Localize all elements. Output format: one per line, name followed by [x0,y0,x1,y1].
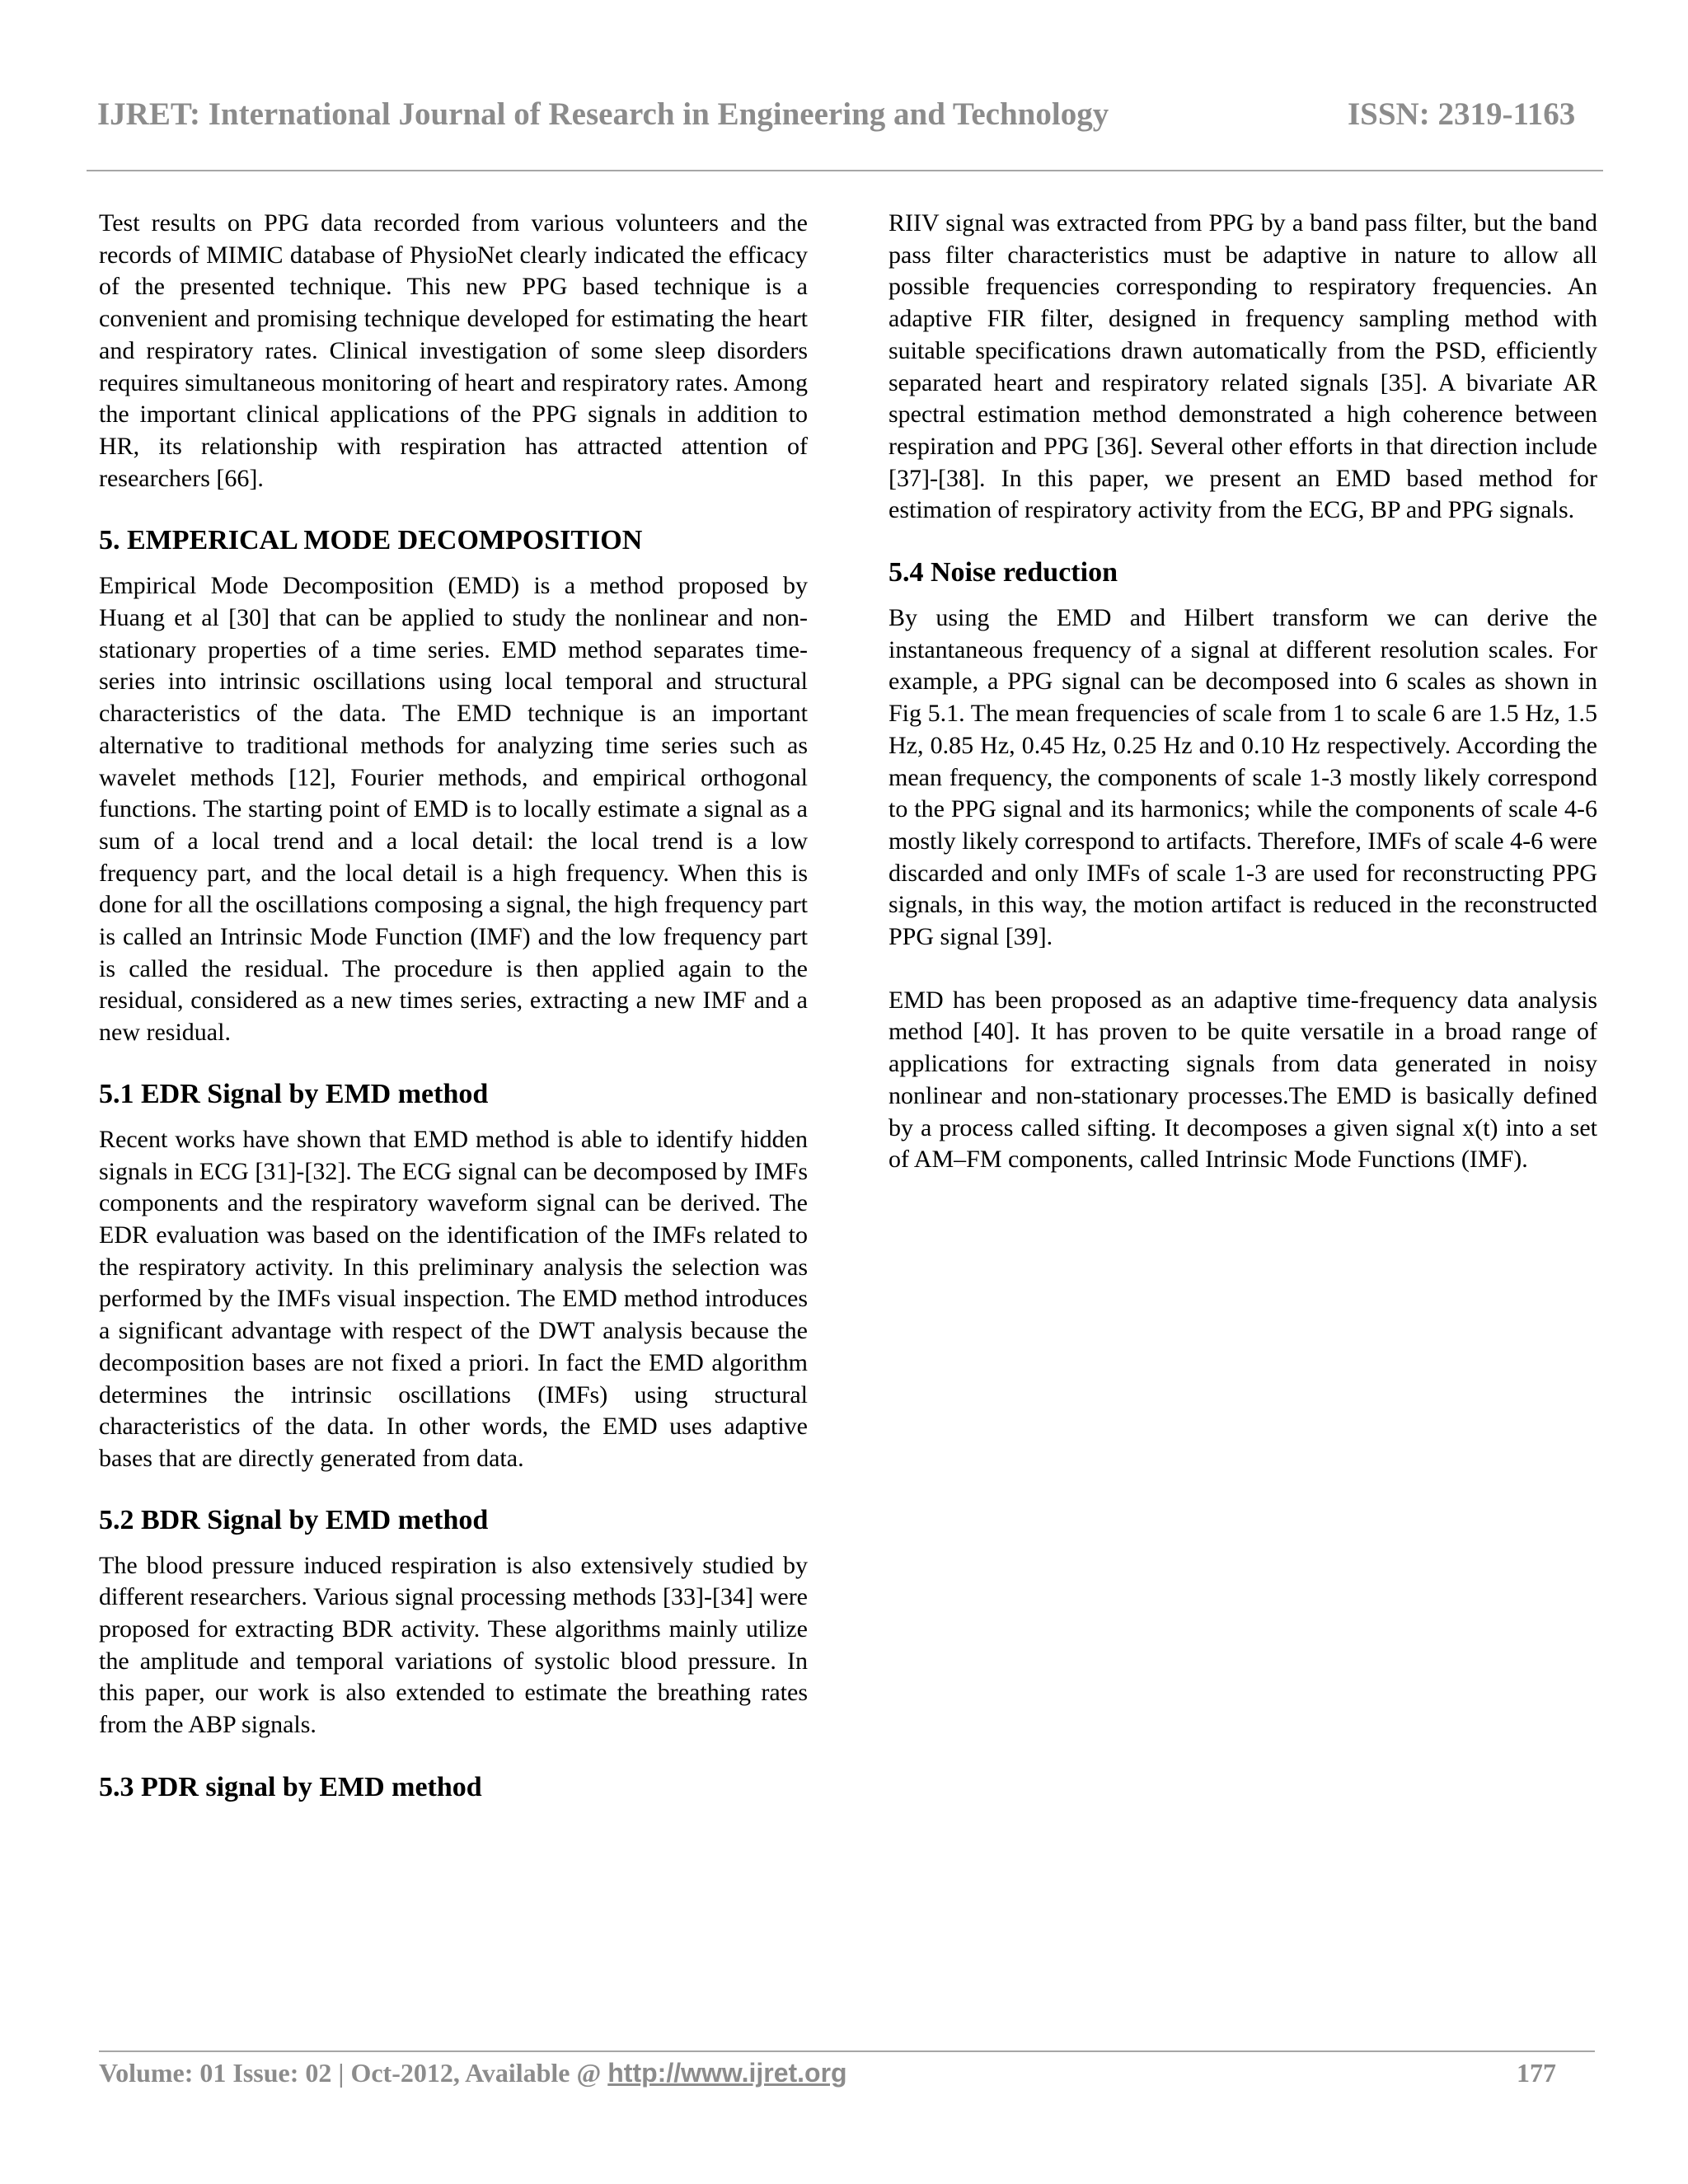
footer-divider [99,2050,1595,2052]
section-5-2-heading: 5.2 BDR Signal by EMD method [99,1504,489,1535]
section-5-4-paragraph-1: By using the EMD and Hilbert transform we can derive the instantaneous frequency of a signal at different resolution scales. For example, a PPG signal can be decomposed into 6 scales as shown in Fig 5.1. The mean frequencies of scale from 1 to scale 6 are 1.5 Hz, 1.5 Hz, 0.85 Hz, 0.45 Hz, 0.25 Hz and 0.10 Hz respectively. According the mean frequency, the components of scale 1-3 mostly likely correspond to the PPG signal and its harmonics; while the components of scale 4-6 mostly likely correspond to artifacts. Therefore, IMFs of scale 4-6 were discarded and only IMFs of scale 1-3 are used for reconstructing PPG signals, in this way, the motion artifact is reduced in the reconstructed PPG signal [39]. [889,604,1597,951]
section-5-2-paragraph: The blood pressure induced respiration is also extensively studied by different researchers. Various signal processing methods [33]-[34] were proposed for extracting BDR activity. These algorithms mainly utilize the amplitude and temporal variations of systolic blood pressure. In this paper, our work is also extended to estimate the breathing rates from the ABP signals. [99,1551,808,1739]
footer-volume-info [99,2058,847,2088]
footer-volume-text: Volume: 01 Issue: 02 | Oct-2012, Available @ [99,2058,608,2088]
continued-paragraph: RIIV signal was extracted from PPG by a band pass filter, but the band pass filter characteristics must be adaptive in nature to allow all possible frequencies corresponding to respiratory frequencies. An adaptive FIR filter, designed in frequency sampling method with suitable specifications drawn automatically from the PSD, efficiently separated heart and respiratory related signals [35]. A bivariate AR spectral estimation method demonstrated a high coherence between respiration and PPG [36]. Several other efforts in that direction include [37]-[38]. In this paper, we present an EMD based method for estimation of respiratory activity from the ECG, BP and PPG signals. [889,209,1597,524]
left-column [99,208,808,1804]
intro-paragraph: Test results on PPG data recorded from various volunteers and the records of MIMIC database of PhysioNet clearly indicated the efficacy of the presented technique. This new PPG based technique is a convenient and promising technique developed for estimating the heart and respiratory rates. Clinical investigation of some sleep disorders requires simultaneous monitoring of heart and respiratory rates. Among the important clinical applications of the PPG signals in addition to HR, its relationship with respiration has attracted attention of researchers [66]. [99,209,808,492]
page-number: 177 [1517,2058,1556,2088]
section-5-heading: 5. EMPERICAL MODE DECOMPOSITION [99,525,643,556]
section-5-4-paragraph-2: EMD has been proposed as an adaptive time-frequency data analysis method [40]. It has proven to be quite versatile in a broad range of applications for extracting signals from data generated in noisy nonlinear and non-stationary processes.The EMD is basically defined by a process called sifting. It decomposes a given signal x(t) into a set of AM–FM components, called Intrinsic Mode Functions (IMF). [889,986,1597,1174]
journal-website-link[interactable]: http://www.ijret.org [607,2058,847,2088]
section-5-3-heading: 5.3 PDR signal by EMD method [99,1771,482,1802]
section-5-paragraph: Empirical Mode Decomposition (EMD) is a method proposed by Huang et al [30] that can be applied to study the nonlinear and non-stationary properties of a time series. EMD method separates time-series into intrinsic oscillations using local temporal and structural characteristics of the data. The EMD technique is an important alternative to traditional methods for analyzing time series such as wavelet methods [12], Fourier methods, and empirical orthogonal functions. The starting point of EMD is to locally estimate a signal as a sum of a local trend and a local detail: the local trend is a low frequency part, and the local detail is a high frequency. When this is done for all the oscillations composing a signal, the high frequency part is called an Intrinsic Mode Function (IMF) and the low frequency part is called the residual. The procedure is then applied again to the residual, considered as a new times series, extracting a new IMF and a new residual. [99,572,808,1047]
section-5-4-heading: 5.4 Noise reduction [889,557,1118,588]
section-5-1-paragraph: Recent works have shown that EMD method is able to identify hidden signals in ECG [31]-[32]. The ECG signal can be decomposed by IMFs components and the respiratory waveform signal can be derived. The EDR evaluation was based on the identification of the IMFs related to the respiratory activity. In this preliminary analysis the selection was performed by the IMFs visual inspection. The EMD method introduces a significant advantage with respect of the DWT analysis because the decomposition bases are not fixed a priori. In fact the EMD algorithm determines the intrinsic oscillations (IMFs) using structural characteristics of the data. In other words, the EMD uses adaptive bases that are directly generated from data. [99,1125,808,1472]
journal-title: IJRET: International Journal of Research in Engineering and Technology [97,96,1109,132]
section-5-1-heading: 5.1 EDR Signal by EMD method [99,1078,489,1109]
header-divider [87,170,1603,171]
issn-label: ISSN: 2319-1163 [1348,96,1576,132]
right-column [889,208,1597,1176]
